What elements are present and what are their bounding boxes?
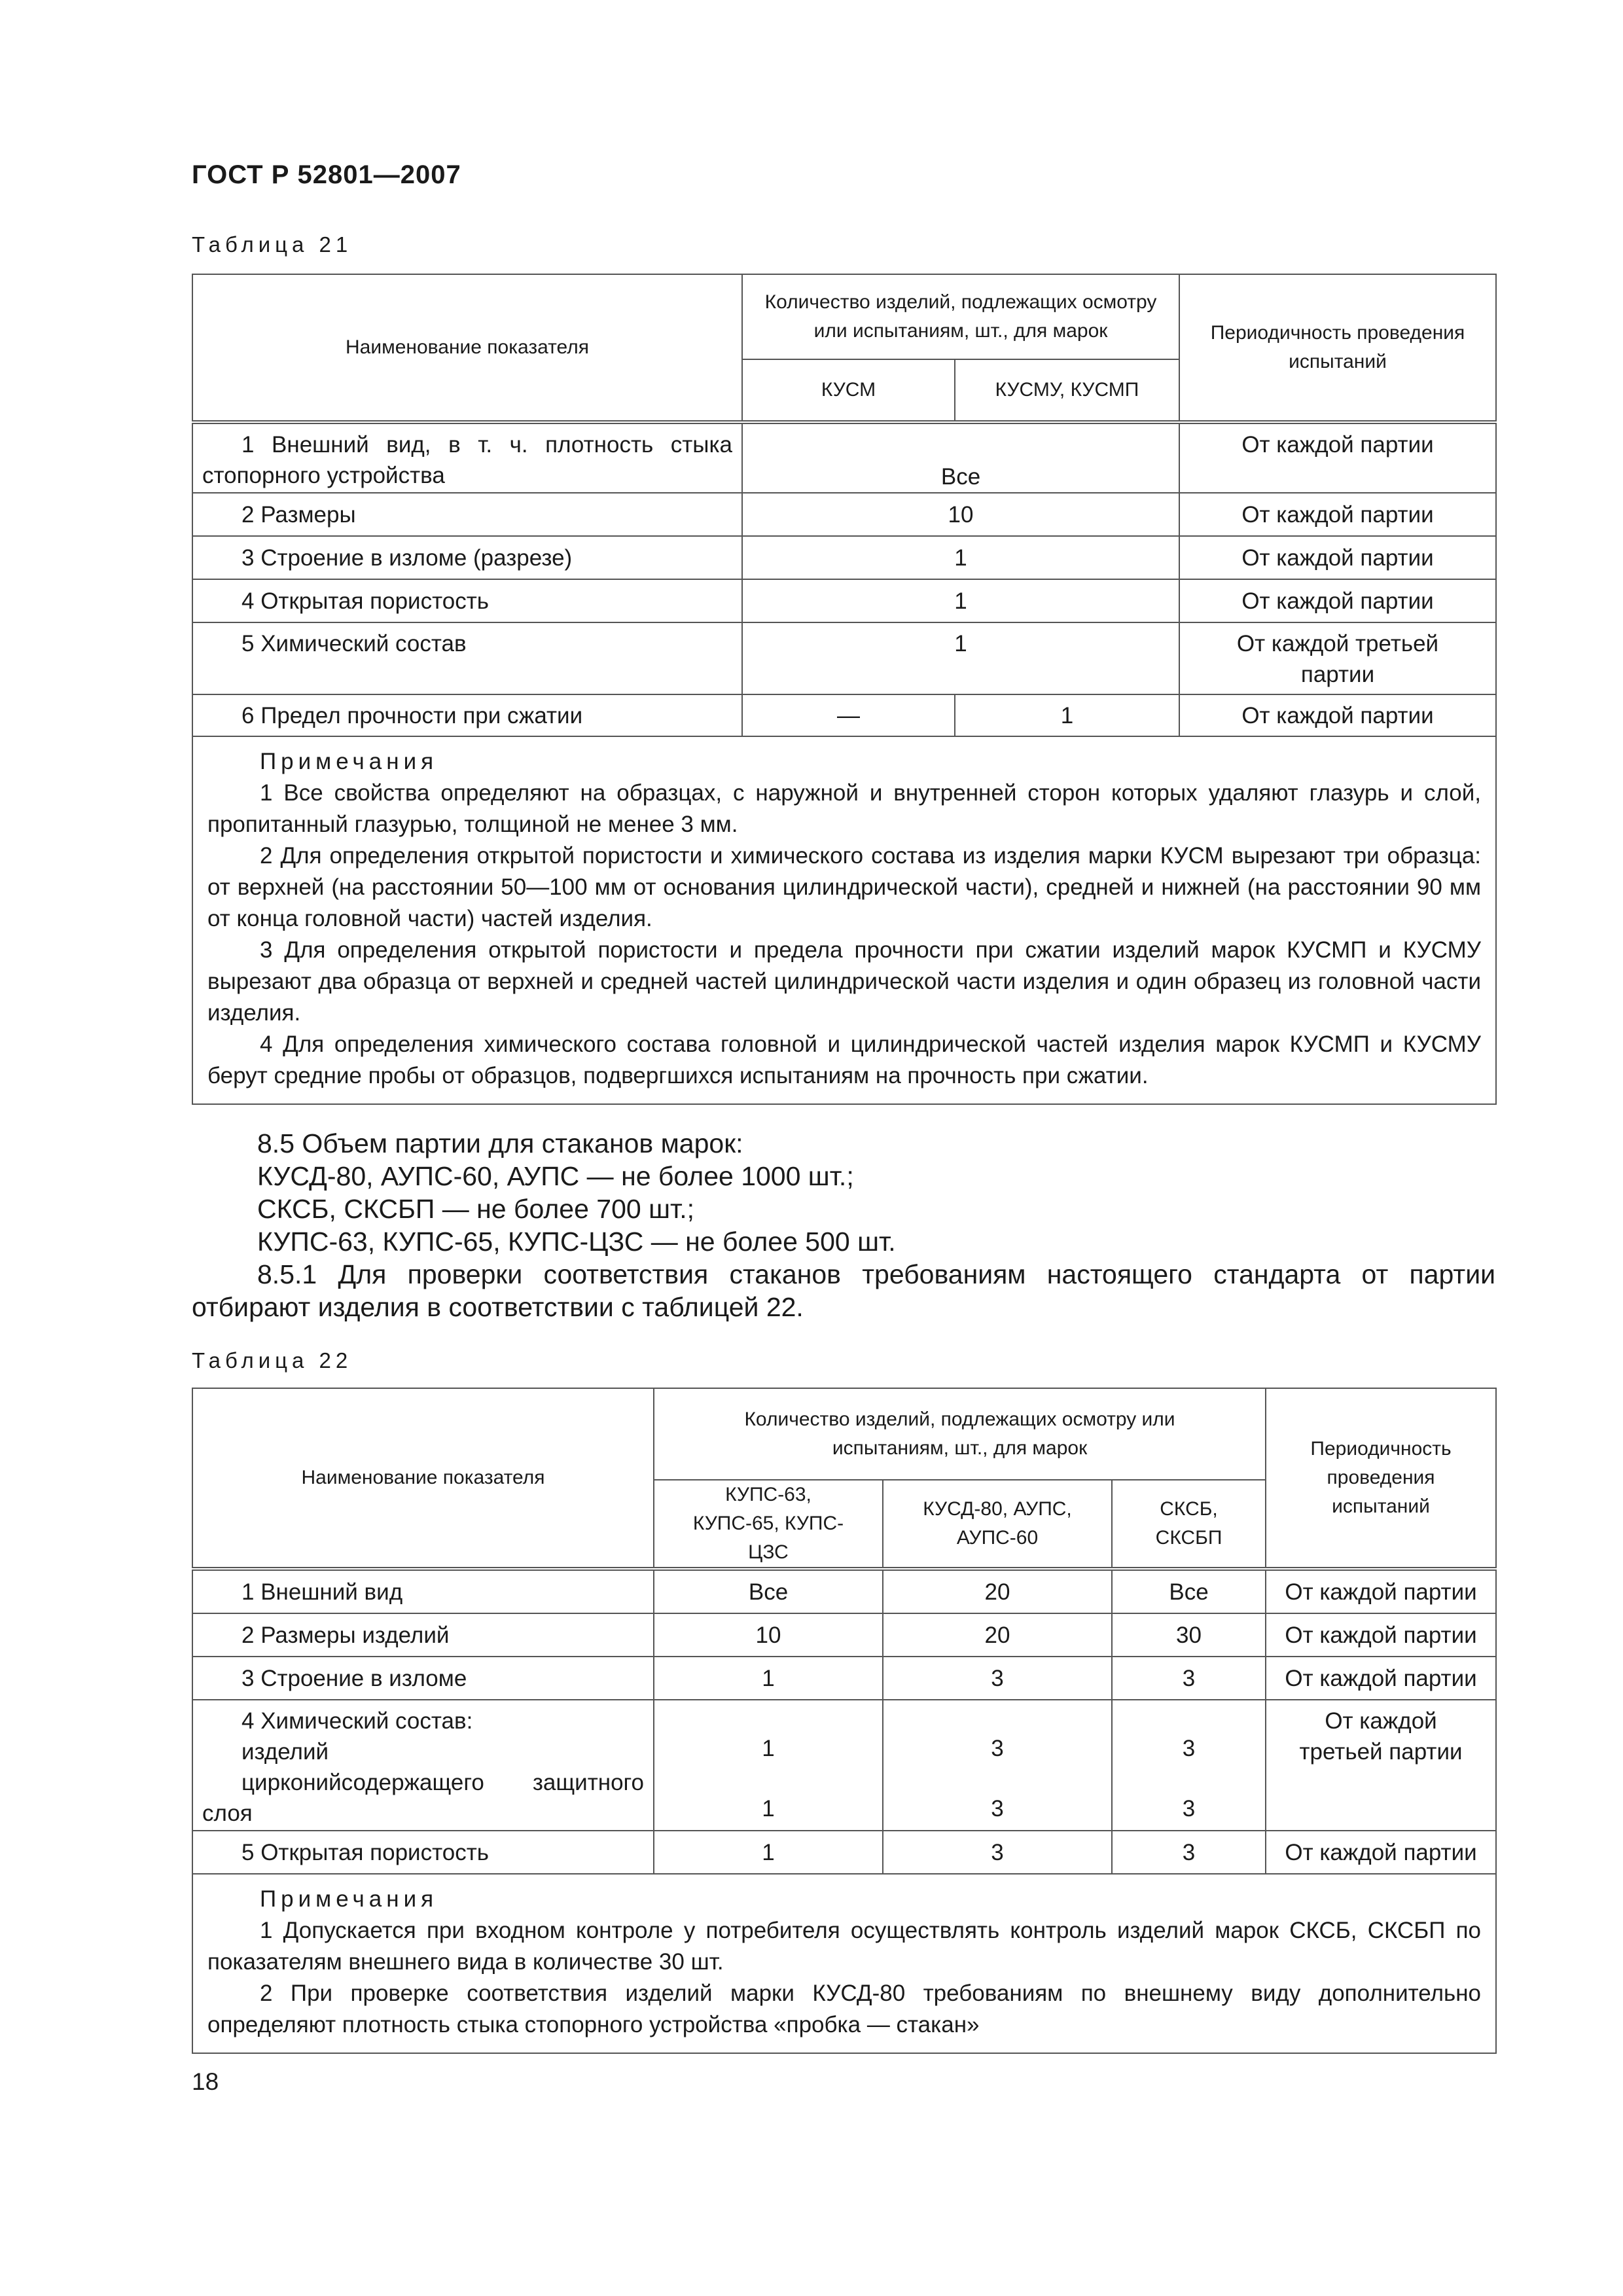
- row-value-col2: [883, 1700, 1112, 1831]
- note-item: 2 При проверке соответствия изделий марки КУСД-80 требованиям по внешнему виду дополнительно определяют плотность стыка стопорного устройства «пробка — стакан»: [207, 1981, 1482, 2037]
- row-value-col2: 3: [883, 1831, 1112, 1874]
- table-row: [192, 1700, 1496, 1831]
- row-period: От каждой партии: [1179, 536, 1496, 579]
- row-period-line: партии: [1300, 662, 1375, 687]
- table-22-notes: [192, 1874, 1496, 2053]
- row-value: 10: [742, 493, 1179, 536]
- row-name-text: 2 Размеры изделий: [241, 1622, 450, 1648]
- table-row: [192, 1569, 1496, 1613]
- table-21-notes-row: [192, 736, 1496, 1104]
- row-value-col2: 3: [883, 1657, 1112, 1700]
- section-8-5: [192, 1127, 1495, 1323]
- row-value: 1: [742, 579, 1179, 622]
- row-subvalue: 1: [762, 1795, 775, 1821]
- row-value-col1: [654, 1700, 883, 1831]
- row-period: От каждой партии: [1179, 694, 1496, 736]
- row-name: [192, 1657, 654, 1700]
- row-period: От каждой партии: [1266, 1569, 1496, 1613]
- table-21-head-qty: Количество изделий, подлежащих осмотру или испытаниям, шт., для марок: [742, 274, 1179, 359]
- row-value-col3: 3: [1112, 1657, 1266, 1700]
- row-subvalue: 3: [1182, 1735, 1196, 1761]
- table-row: [192, 422, 1496, 493]
- row-name: [192, 493, 742, 536]
- table-21: [192, 274, 1497, 1105]
- row-name: [192, 1613, 654, 1657]
- table-22-head-name: Наименование показателя: [192, 1388, 654, 1569]
- row-value: 1: [742, 536, 1179, 579]
- row-name-text: 4 Открытая пористость: [241, 588, 489, 614]
- table-21-head-col1: КУСМ: [742, 359, 955, 422]
- row-value-col2: 1: [955, 694, 1179, 736]
- row-name-line: цирконийсодержащего защитного: [241, 1770, 644, 1795]
- row-subvalue: 1: [762, 1735, 775, 1761]
- row-value-col3: Все: [1112, 1569, 1266, 1613]
- table-row: [192, 536, 1496, 579]
- row-period-line: От каждой третьей: [1236, 631, 1439, 656]
- row-name-text: 3 Строение в изломе: [241, 1665, 467, 1691]
- row-name-text: 1 Внешний вид: [241, 1579, 403, 1605]
- table-22: [192, 1388, 1497, 2054]
- table-22-head-col2-text: КУСД-80, АУПС, АУПС-60: [923, 1498, 1072, 1549]
- table-row: [192, 1613, 1496, 1657]
- row-name-line: 4 Химический состав:: [241, 1708, 473, 1734]
- table-22-head-period-text: Периодичность проведения испытаний: [1310, 1438, 1452, 1517]
- row-name-text: 5 Химический состав: [241, 631, 467, 656]
- row-period-line: От каждой: [1325, 1708, 1437, 1734]
- row-period: От каждой партии: [1179, 422, 1496, 493]
- table-21-head-col2: КУСМУ, КУСМП: [955, 359, 1179, 422]
- table-22-head-period: [1266, 1388, 1496, 1569]
- note-item: 4 Для определения химического состава головной и цилиндрической частей изделия марок КУСМП и КУСМУ берут средние пробы от образцов, подвергшихся испытаниям на прочность при сжатии.: [207, 1031, 1482, 1088]
- table-22-head-col1: [654, 1480, 883, 1569]
- table-22-head-col2: [883, 1480, 1112, 1569]
- notes-title: Примечания: [260, 749, 438, 774]
- row-value-col2: 20: [883, 1613, 1112, 1657]
- page-number: 18: [192, 2068, 219, 2095]
- row-name-text: 3 Строение в изломе (разрезе): [241, 545, 573, 571]
- row-period: От каждой партии: [1179, 493, 1496, 536]
- batch-line-1: КУСД-80, АУПС-60, АУПС — не более 1000 шт.;: [257, 1161, 854, 1191]
- row-period: От каждой партии: [1179, 579, 1496, 622]
- row-value-col3: [1112, 1700, 1266, 1831]
- table-22-head-qty: [654, 1388, 1266, 1480]
- paragraph-8-5: 8.5 Объем партии для стаканов марок:: [257, 1128, 743, 1158]
- document-header: ГОСТ Р 52801—2007: [192, 160, 461, 189]
- row-name: [192, 579, 742, 622]
- row-value: Все: [742, 422, 1179, 493]
- table-row: [192, 1831, 1496, 1874]
- note-item: 1 Все свойства определяют на образцах, с наружной и внутренней сторон которых удаляют глазурь и слой, пропитанный глазурью, толщиной не менее 3 мм.: [207, 780, 1482, 837]
- table-21-head-period: Периодичность проведения испытаний: [1179, 274, 1496, 422]
- note-item: 2 Для определения открытой пористости и химического состава из изделия марки КУСМ вырезают три образца: от верхней (на расстоянии 50—100 мм от основания цилиндрической части), средней и нижней (на расстоянии 90 мм от конца головной части) частей изделия.: [207, 843, 1482, 931]
- table-row: [192, 622, 1496, 694]
- row-value-col1: 1: [654, 1831, 883, 1874]
- row-subvalue: 3: [991, 1735, 1004, 1761]
- table-21-head-name: Наименование показателя: [192, 274, 742, 422]
- row-name: [192, 694, 742, 736]
- row-period-line: третьей партии: [1299, 1739, 1463, 1765]
- note-item: 3 Для определения открытой пористости и предела прочности при сжатии изделий марок КУСМП и КУСМУ вырезают два образца от верхней и средней частей цилиндрической части изделия и один образец из головной части изделия.: [207, 937, 1482, 1026]
- row-subvalue: 3: [991, 1795, 1004, 1821]
- row-subvalue: 3: [1182, 1795, 1196, 1821]
- table-22-head-col3: [1112, 1480, 1266, 1569]
- table-22-caption: Таблица 22: [192, 1348, 353, 1372]
- row-period: [1266, 1700, 1496, 1831]
- row-name-line: изделий: [241, 1739, 329, 1765]
- notes-title: Примечания: [260, 1886, 438, 1912]
- row-value: 1: [742, 622, 1179, 694]
- table-22-head-col1-text: КУПС-63, КУПС-65, КУПС-ЦЗС: [692, 1484, 844, 1563]
- row-value-col3: 3: [1112, 1831, 1266, 1874]
- row-name-text: 6 Предел прочности при сжатии: [241, 702, 583, 728]
- row-name: [192, 1569, 654, 1613]
- row-name: [192, 422, 742, 493]
- table-row: [192, 1657, 1496, 1700]
- row-value-col3: 30: [1112, 1613, 1266, 1657]
- row-name-line: 1 Внешний вид, в т. ч. плотность стыка: [241, 432, 732, 457]
- batch-line-3: КУПС-63, КУПС-65, КУПС-ЦЗС — не более 500 шт.: [257, 1227, 896, 1257]
- table-row: [192, 493, 1496, 536]
- row-value-col1: 1: [654, 1657, 883, 1700]
- row-name: [192, 1831, 654, 1874]
- table-21-notes: [192, 736, 1496, 1104]
- row-name: [192, 622, 742, 694]
- row-value-col1: Все: [654, 1569, 883, 1613]
- table-row: [192, 694, 1496, 736]
- table-21-caption: Таблица 21: [192, 232, 353, 257]
- table-22-head-col3-text: СКСБ, СКСБП: [1155, 1498, 1222, 1549]
- table-22-head-qty-text: Количество изделий, подлежащих осмотру или испытаниям, шт., для марок: [744, 1408, 1175, 1459]
- table-row: [192, 579, 1496, 622]
- note-item: 1 Допускается при входном контроле у потребителя осуществлять контроль изделий марок СКСБ, СКСБП по показателям внешнего вида в количестве 30 шт.: [207, 1918, 1482, 1975]
- row-name-line: слоя: [202, 1801, 253, 1826]
- row-value-col1: —: [742, 694, 955, 736]
- row-name: [192, 1700, 654, 1831]
- row-value-col2: 20: [883, 1569, 1112, 1613]
- row-name-line: стопорного устройства: [202, 463, 445, 488]
- row-value-col1: 10: [654, 1613, 883, 1657]
- paragraph-8-5-1: 8.5.1 Для проверки соответствия стаканов требованиям настоящего стандарта от партии отбирают изделия в соответствии с таблицей 22.: [192, 1259, 1495, 1322]
- table-22-notes-row: [192, 1874, 1496, 2053]
- row-name-text: 5 Открытая пористость: [241, 1839, 489, 1865]
- row-period: От каждой партии: [1266, 1831, 1496, 1874]
- row-period: От каждой партии: [1266, 1657, 1496, 1700]
- row-name: [192, 536, 742, 579]
- row-period: [1179, 622, 1496, 694]
- row-period: От каждой партии: [1266, 1613, 1496, 1657]
- row-name-text: 2 Размеры: [241, 501, 356, 528]
- batch-line-2: СКСБ, СКСБП — не более 700 шт.;: [257, 1194, 694, 1224]
